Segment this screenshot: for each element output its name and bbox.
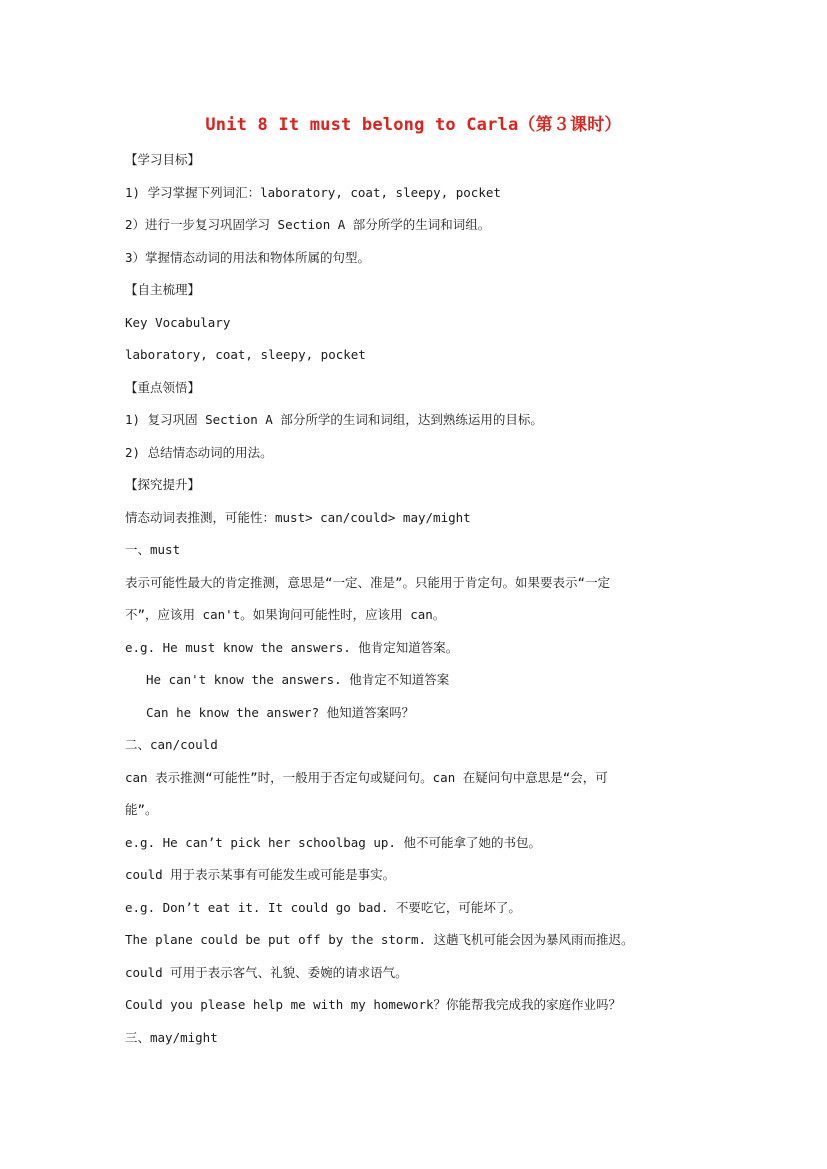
must-explanation-line-1: 表示可能性最大的肯定推测，意思是“一定、准是”。只能用于肯定句。如果要表示“一定	[125, 575, 611, 590]
section-heading-self-review: 【自主梳理】	[125, 282, 201, 297]
example-could-3: Could you please help me with my homework？你能帮我完成我的家庭作业吗？	[125, 997, 622, 1012]
objective-item-3: 3）掌握情态动词的用法和物体所属的句型。	[125, 250, 371, 265]
must-explanation-line-2: 不”，应该用 can't。如果询问可能性时，应该用 can。	[125, 607, 446, 622]
example-must-3: Can he know the answer? 他知道答案吗？	[146, 705, 415, 720]
can-explanation-line-2: 能”。	[125, 802, 158, 817]
section-heading-objectives: 【学习目标】	[125, 152, 201, 167]
can-explanation-line-1: can 表示推测“可能性”时，一般用于否定句或疑问句。can 在疑问句中意思是“会，可	[125, 770, 608, 785]
page-title: Unit 8 It must belong to Carla（第３课时）	[205, 115, 622, 135]
key-point-1: 1) 复习巩固 Section A 部分所学的生词和词组，达到熟练运用的目标。	[125, 412, 543, 427]
example-can-1: e.g. He can’t pick her schoolbag up. 他不可能拿了她的书包。	[125, 835, 541, 850]
example-could-1: e.g. Don’t eat it. It could go bad. 不要吃它，可能坏了。	[125, 900, 521, 915]
objective-item-2: 2）进行一步复习巩固学习 Section A 部分所学的生词和词组。	[125, 217, 491, 232]
key-vocabulary-label: Key Vocabulary	[125, 315, 231, 330]
subheading-can-could: 二、can/could	[125, 737, 218, 752]
vocabulary-list: laboratory, coat, sleepy, pocket	[125, 347, 366, 362]
could-explanation-2: could 可用于表示客气、礼貌、委婉的请求语气。	[125, 965, 408, 980]
example-must-1: e.g. He must know the answers. 他肯定知道答案。	[125, 640, 459, 655]
subheading-may-might: 三、may/might	[125, 1030, 218, 1045]
section-heading-explore: 【探究提升】	[125, 477, 201, 492]
example-must-2: He can't know the answers. 他肯定不知道答案	[146, 672, 450, 687]
objective-item-1: 1) 学习掌握下列词汇：laboratory, coat, sleepy, pocket	[125, 185, 501, 200]
could-explanation-1: could 用于表示某事有可能发生或可能是事实。	[125, 867, 396, 882]
subheading-must: 一、must	[125, 542, 181, 557]
example-could-2: The plane could be put off by the storm. 这趟飞机可能会因为暴风雨而推迟。	[125, 932, 634, 947]
modal-verbs-intro: 情态动词表推测，可能性：must> can/could> may/might	[125, 510, 471, 525]
section-heading-key-points: 【重点领悟】	[125, 380, 201, 395]
key-point-2: 2) 总结情态动词的用法。	[125, 445, 273, 460]
